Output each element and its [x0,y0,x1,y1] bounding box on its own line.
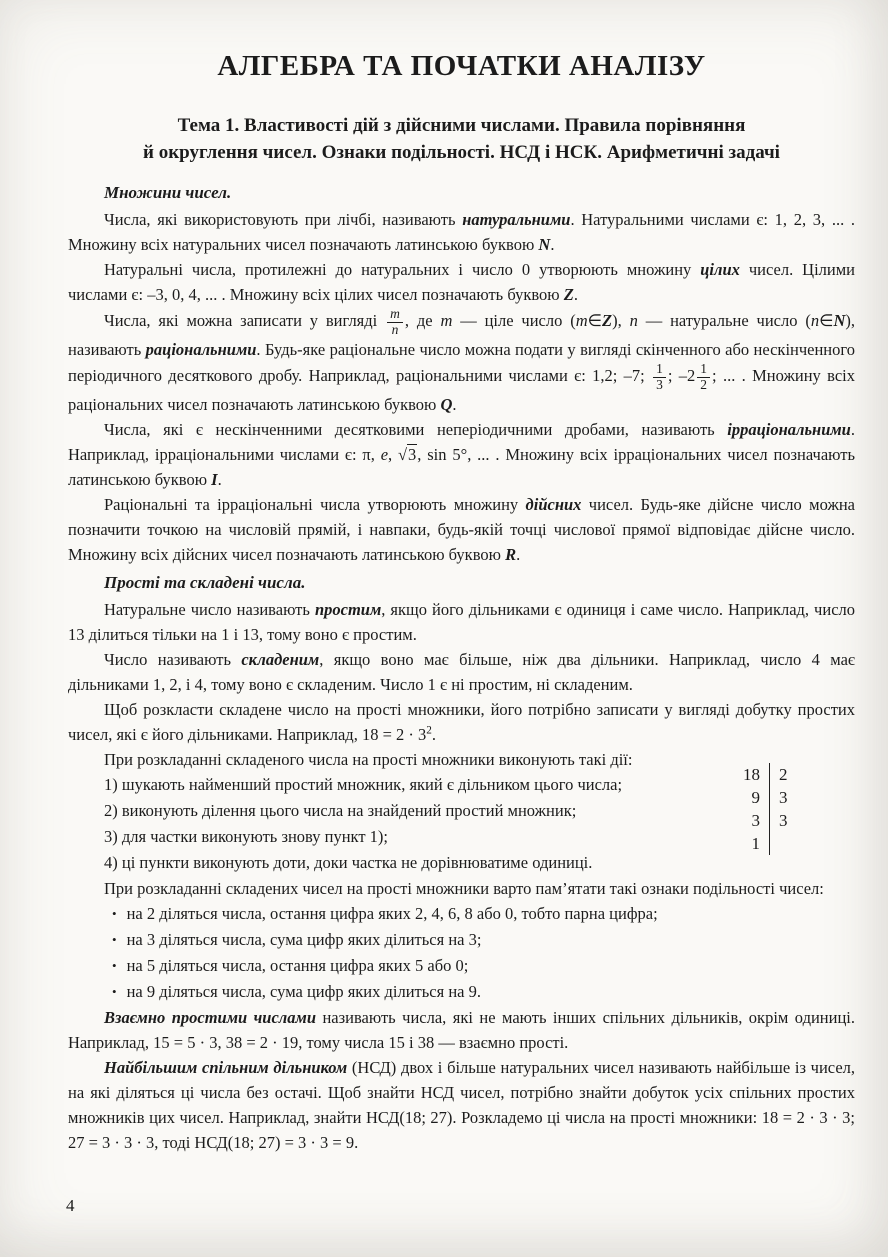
page-number: 4 [66,1196,75,1215]
page-title: АЛГЕБРА ТА ПОЧАТКИ АНАЛІЗУ [217,50,706,82]
page-content [68,48,855,1155]
step-item-3: 3) для частки виконують знову пункт 1); [104,827,389,847]
divisibility-intro: При розкладанні складених чисел на прості множники варто пам’ятати такі ознаки подільності чисел: [104,879,824,899]
theme-heading-line2: й округлення чисел. Ознаки подільності. НСД і НСК. Арифметичні задачі [143,142,780,163]
heading-number-sets: Множини чисел. [104,183,232,202]
table-row [726,786,797,809]
bullet-icon: • [112,984,117,1000]
paragraph-prime-definition: Натуральне число називають простим, якщо його дільниками є одиниця і саме число. Наприклад, число 13 ділиться тільки на 1 і 13, тому воно є простим. [68,600,855,645]
theme-heading-line1: Тема 1. Властивості дій з дійсними числами. Правила порівняння [177,115,746,136]
table-cell-dividend: 1 [726,832,770,855]
paragraph-gcd-definition: Найбільшим спільним дільником (НСД) двох і більше натуральних чисел називають найбільше із чисел, на які діляться ці числа без остачі. Щоб знайти НСД чисел, потрібно знайти добуток усіх спільних простих множників цих чисел. Наприклад, знайти НСД(18; 27). Розкладемо ці числа на прості множники: 18 = 2 · 3 · 3; 27 = 3 · 3 · 3, тоді НСД(18; 27) = 3 · 3 = 9. [68,1058,856,1153]
paragraph-irrational-numbers: Числа, які є нескінченними десятковими неперіодичними дробами, називають ірраціональними. Наприклад, ірраціональними числами є: π, e, √3, sin 5°, ... . Множину всіх ірраціональних чисел позначають латинською буквою I. [68,420,855,490]
bullet-icon: • [112,906,117,922]
bullet-icon: • [112,932,117,948]
paragraph-coprime-numbers: Взаємно простими числами називають числа, які не мають інших спільних дільників, окрім одиниці. Наприклад, 15 = 5 · 3, 38 = 2 · 19, тому числа 15 і 38 — взаємно прості. [68,1008,856,1053]
table-cell-divisor: 2 [779,765,788,785]
table-cell-divisor [770,832,797,855]
table-cell-divisor: 3 [779,788,788,808]
paragraph-rational-numbers: Числа, які можна записати у вигляді $\frac{m}{n}$ , де m — ціле число (m∈Z), n — натуральне число (n∈N), називають раціональними. Будь-яке раціональне число можна подати у вигляді скінченного або нескінченного періодичного десяткового дробу. Наприклад, раціональними числами є: 1,2; –7; $\frac{1}{3}$ ; –2 $\frac{1}{2}$ ; ... . Множину всіх раціональних чисел позначають латинською буквою Q. [68,306,856,415]
step-item-1: 1) шукають найменший простий множник, який є дільником цього числа; [104,775,623,795]
table-cell-dividend: 9 [726,786,770,809]
paragraph-composite-definition: Число називають складеним, якщо воно має більше, ніж два дільники. Наприклад, число 4 має дільниками 1, 2, і 4, тому воно є складеним. Число 1 є ні простим, ні складеним. [68,650,855,695]
divisibility-rule-9 [68,979,855,1005]
steps-intro: При розкладанні складеного числа на прості множники виконують такі дії: [104,750,633,770]
bullet-text: на 3 діляться числа, сума цифр яких ділиться на 3; [126,930,482,950]
table-row [726,809,797,832]
bullet-text: на 5 діляться числа, остання цифра яких 5 або 0; [126,956,469,976]
prime-factorization-table [726,763,797,855]
bullet-icon: • [112,958,117,974]
table-cell-divisor: 3 [779,811,788,831]
step-item-2: 2) виконують ділення цього числа на знайдений простий множник; [104,801,577,821]
paragraph-real-numbers: Раціональні та ірраціональні числа утворюють множину дійсних чисел. Будь-яке дійсне число можна позначити точкою на числовій прямій, і навпаки, будь-якій точці числової прямої відповідає дійсне число. Множину всіх дійсних чисел позначають латинською буквою R. [68,495,855,565]
paragraph-integer-numbers: Натуральні числа, протилежні до натуральних і число 0 утворюють множину цілих чисел. Цілими числами є: –3, 0, 4, ... . Множину всіх цілих чисел позначають буквою Z. [68,260,855,304]
divisibility-rule-3 [68,927,855,953]
paragraph-factorization: Щоб розкласти складене число на прості множники, його потрібно записати у вигляді добутку простих чисел, які є його дільниками. Наприклад, $18 = 2 \cdot 3^2$. [68,700,855,745]
bullet-text: на 9 діляться числа, сума цифр яких ділиться на 9. [126,982,481,1002]
table-cell-dividend: 18 [726,763,770,786]
table-cell-dividend: 3 [726,809,770,832]
step-item-4: 4) ці пункти виконують доти, доки частка не дорівнюватиме одиниці. [104,853,593,873]
theme-heading [68,112,855,166]
factorization-steps-block [68,747,855,876]
bullet-text: на 2 діляться числа, остання цифра яких 2, 4, 6, 8 або 0, тобто парна цифра; [126,904,658,924]
divisibility-rule-2 [68,901,855,927]
heading-prime-composite: Прості та складені числа. [104,573,306,593]
paragraph-natural-numbers: Числа, які використовують при лічбі, називають натуральними. Натуральними числами є: 1, 2, 3, ... . Множину всіх натуральних чисел позначають латинською буквою N. [68,210,855,254]
table-row [726,832,797,855]
divisibility-rule-5 [68,953,855,979]
table-row [726,763,797,786]
